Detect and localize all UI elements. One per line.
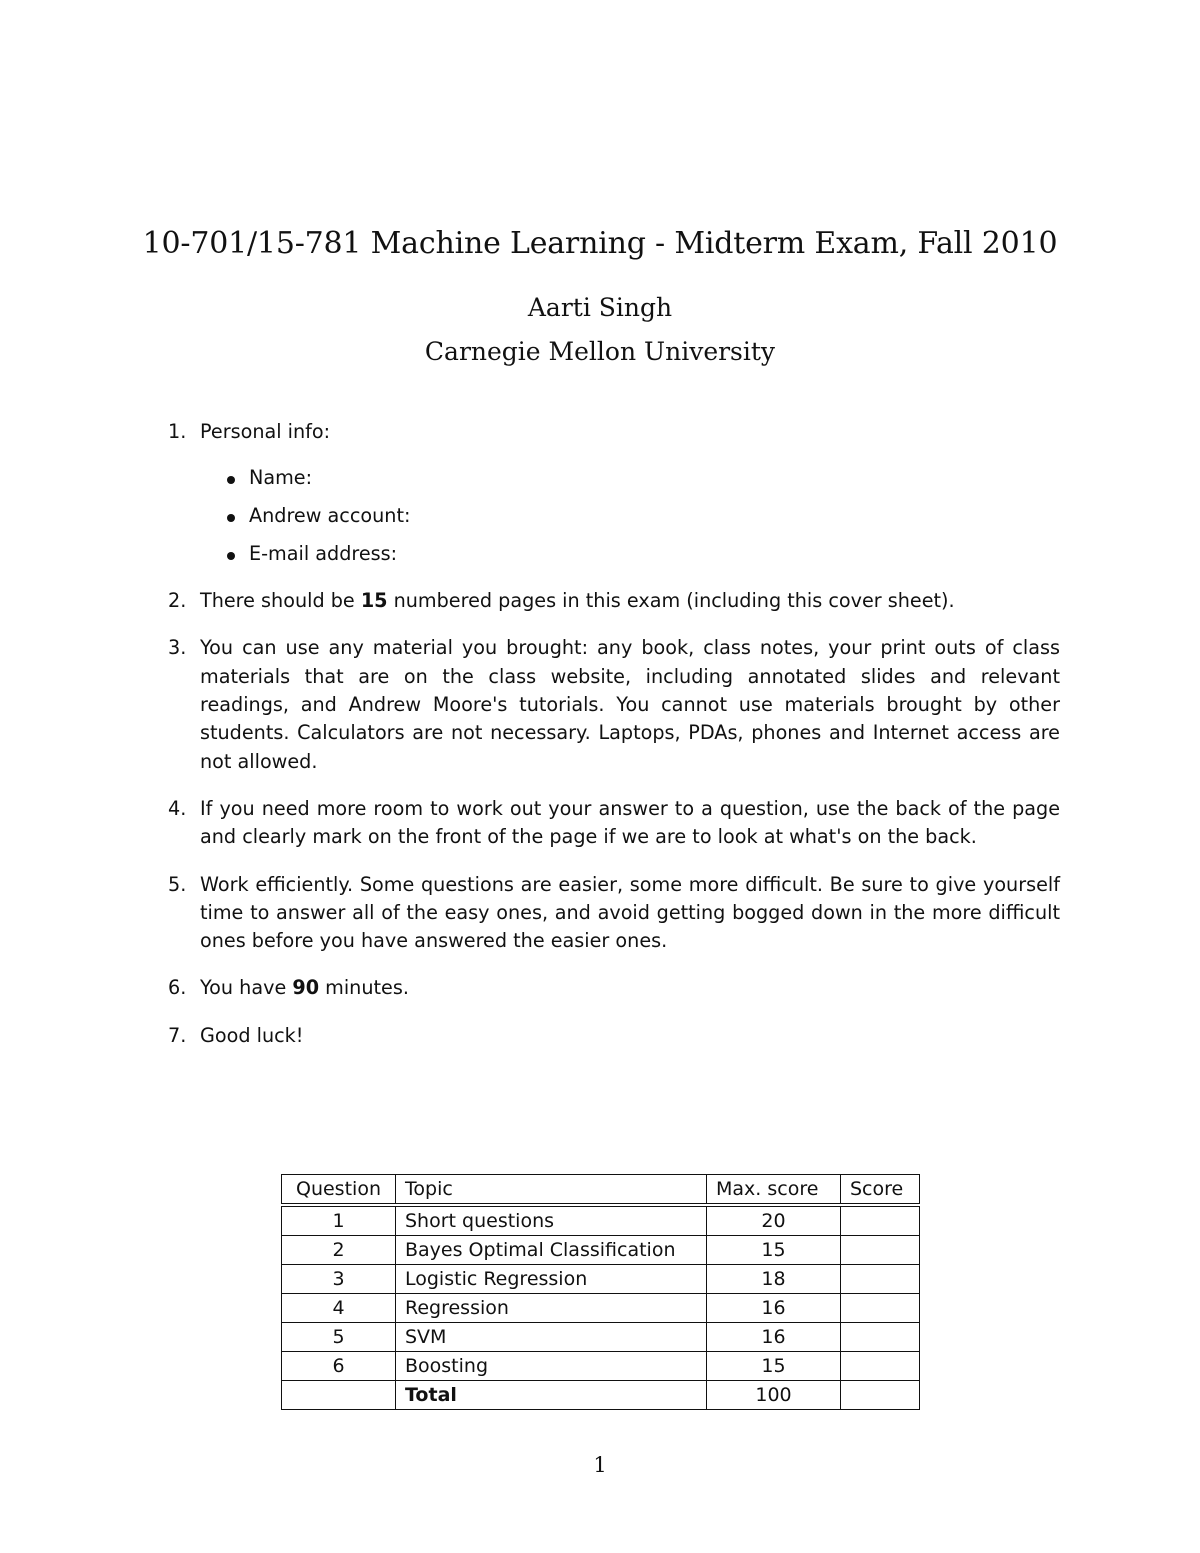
question-number: 4 — [282, 1294, 396, 1323]
question-max-score: 16 — [707, 1294, 841, 1323]
question-topic: Regression — [396, 1294, 707, 1323]
question-number: 5 — [282, 1323, 396, 1352]
question-score-cell — [841, 1205, 920, 1236]
question-number: 1 — [282, 1205, 396, 1236]
instruction-text: If you need more room to work out your answer to a question, use the back of the page and clearly mark on the front of the page if we are to look at what's on the back. — [200, 796, 1060, 849]
column-header-max-score: Max. score — [707, 1175, 841, 1206]
question-number: 2 — [282, 1236, 396, 1265]
question-max-score: 15 — [707, 1352, 841, 1381]
table-row — [282, 1294, 920, 1323]
bullet-icon — [227, 514, 235, 522]
bullet-icon — [227, 476, 235, 484]
table-row — [282, 1236, 920, 1265]
table-row — [282, 1323, 920, 1352]
question-score-cell — [841, 1236, 920, 1265]
author-name: Aarti Singh — [527, 293, 673, 322]
total-max-score: 100 — [707, 1381, 841, 1410]
instruction-item-2 — [160, 587, 1060, 615]
instruction-number: 3. — [168, 636, 187, 660]
personal-info-label: Name: — [249, 466, 313, 490]
total-row — [282, 1381, 920, 1410]
instruction-number: 7. — [168, 1023, 187, 1047]
instruction-item-7 — [160, 1022, 1060, 1050]
university-name: Carnegie Mellon University — [424, 337, 776, 366]
instruction-text-prefix: There should be — [200, 589, 361, 613]
question-number: 6 — [282, 1352, 396, 1381]
question-max-score: 18 — [707, 1265, 841, 1294]
instruction-text-suffix: minutes. — [319, 976, 409, 1000]
instruction-number: 6. — [168, 976, 187, 1000]
exam-duration-value: 90 — [292, 976, 320, 1000]
personal-info-email — [200, 540, 1060, 568]
instruction-item-1 — [160, 418, 1060, 568]
column-header-score: Score — [841, 1175, 920, 1206]
question-max-score: 16 — [707, 1323, 841, 1352]
table-row — [282, 1265, 920, 1294]
page-count-value: 15 — [360, 589, 388, 613]
instruction-text: You can use any material you brought: any book, class notes, your print outs of class materials that are on the class website, including annotated slides and relevant readings, and Andrew Moore's tutorials. You cannot use materials brought by other students. Calculators are not necessary. Laptops, PDAs, phones and Internet access are not allowed. — [200, 636, 1060, 773]
exam-title: 10-701/15-781 Machine Learning - Midterm Exam, Fall 2010 — [142, 226, 1058, 261]
personal-info-label: E-mail address: — [249, 541, 398, 565]
total-score-cell — [841, 1381, 920, 1410]
table-header-row — [282, 1175, 920, 1206]
instruction-number: 4. — [168, 796, 187, 820]
question-score-cell — [841, 1294, 920, 1323]
question-topic: Logistic Regression — [396, 1265, 707, 1294]
instruction-text-prefix: You have — [200, 976, 293, 1000]
score-table — [281, 1174, 920, 1410]
question-topic: SVM — [396, 1323, 707, 1352]
instruction-item-4 — [160, 795, 1060, 852]
personal-info-name — [200, 464, 1060, 492]
question-max-score: 20 — [707, 1205, 841, 1236]
instruction-number: 5. — [168, 872, 187, 896]
instruction-number: 1. — [168, 420, 187, 443]
question-max-score: 15 — [707, 1236, 841, 1265]
total-question-cell — [282, 1381, 396, 1410]
column-header-topic: Topic — [396, 1175, 707, 1206]
question-score-cell — [841, 1323, 920, 1352]
page-number: 1 — [593, 1453, 607, 1477]
question-number: 3 — [282, 1265, 396, 1294]
personal-info-label: Andrew account: — [249, 504, 411, 528]
question-score-cell — [841, 1265, 920, 1294]
instruction-text-suffix: numbered pages in this exam (including this cover sheet). — [387, 589, 955, 613]
question-topic: Boosting — [396, 1352, 707, 1381]
instruction-item-3 — [160, 634, 1060, 775]
question-topic: Short questions — [396, 1205, 707, 1236]
instruction-text: Work efficiently. Some questions are easier, some more difficult. Be sure to give yourself time to answer all of the easy ones, and avoid getting bogged down in the more difficult ones before you have answered the easier ones. — [200, 872, 1060, 953]
instruction-number: 2. — [168, 589, 187, 613]
question-topic: Bayes Optimal Classification — [396, 1236, 707, 1265]
instructions-list — [160, 418, 1060, 1069]
instruction-item-6 — [160, 974, 1060, 1002]
personal-info-andrew-account — [200, 502, 1060, 530]
instruction-text: Personal info: — [200, 420, 331, 443]
personal-info-list — [200, 464, 1060, 568]
table-row — [282, 1205, 920, 1236]
bullet-icon — [227, 552, 235, 560]
table-row — [282, 1352, 920, 1381]
instruction-item-5 — [160, 871, 1060, 956]
column-header-question: Question — [282, 1175, 396, 1206]
question-score-cell — [841, 1352, 920, 1381]
instruction-text: Good luck! — [200, 1023, 304, 1047]
total-label: Total — [396, 1381, 707, 1410]
